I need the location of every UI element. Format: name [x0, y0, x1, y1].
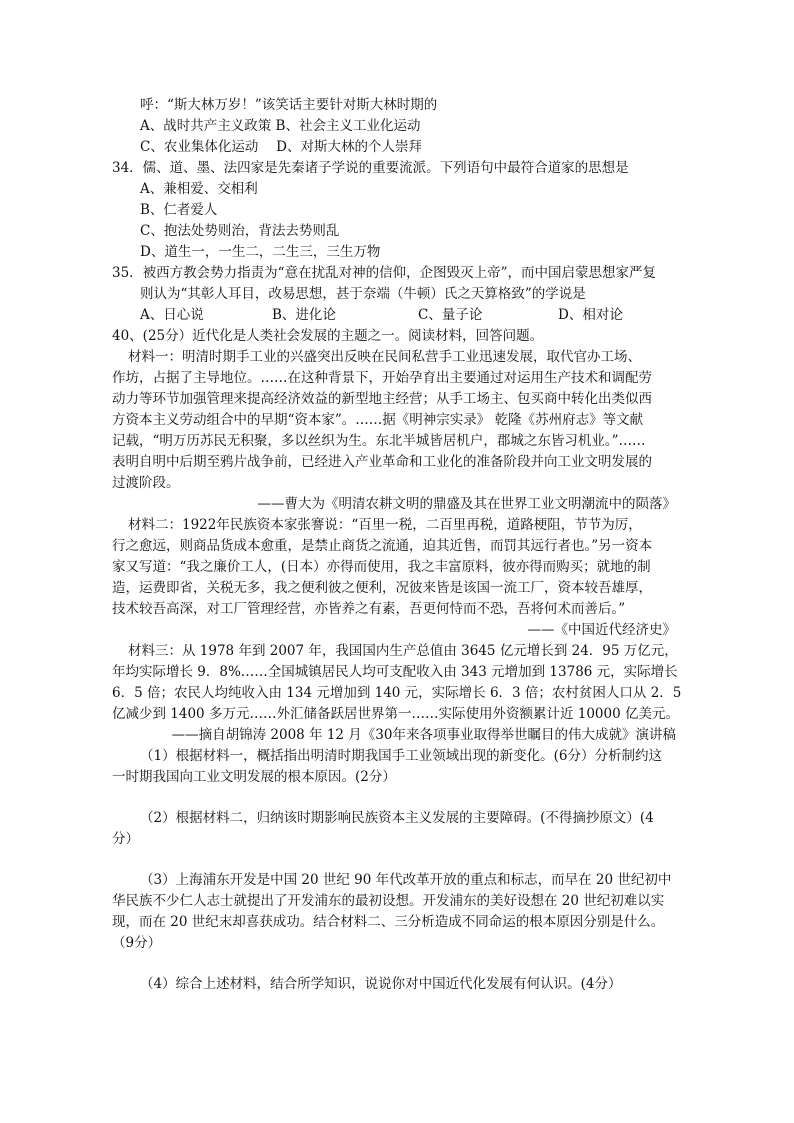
sub-question-1: （1）根据材料一，概括指出明清时期我国手工业领域出现的新变化。(6分）分析制约这: [140, 748, 662, 764]
material-2-line: 材料二：1922年民族资本家张謇说：“百里一税，二百里再税，道路梗阻，节节为厉，: [128, 517, 642, 533]
material-2-line: 造，运费即省，关税无多，我之便利彼之便利，况彼来皆是该国一流工厂，资本较吾雄厚，: [112, 580, 652, 596]
material-1-line: 过渡阶段。: [112, 475, 180, 491]
sub-question-3: （3）上海浦东开发是中国 20 世纪 90 年代改革开放的重点和标志，而早在 20 世纪初中: [140, 872, 672, 888]
material-2-line: 家又写道：“我之廉价工人，(日本）亦得而使用，我之丰富原料，彼亦得而购买；就地的制: [112, 559, 651, 575]
option-d: D、道生一，一生二，二生三，三生万物: [140, 244, 381, 260]
option-b: B、仁者爱人: [140, 202, 218, 218]
option-a: A、兼相爱、交相利: [140, 181, 258, 197]
material-2-line: 行之愈远，则商品货成本愈重，是禁止商货之流通，迫其近售，而罚其远行者也。”另一资本: [112, 538, 653, 554]
sub-question-3-cont: （9分）: [112, 935, 162, 951]
option-c: C、抱法处势则治，背法去势则乱: [140, 223, 340, 239]
material-2-source: ——《中国近代经济史》: [527, 622, 676, 638]
sub-question-2: （2）根据材料二，归纳该时期影响民族资本主义发展的主要障碍。(不得摘抄原文）(4: [140, 810, 654, 826]
option-a: A、日心说: [140, 307, 204, 323]
option-d: D、相对论: [558, 307, 623, 323]
sub-question-1-cont: 一时期我国向工业文明发展的根本原因。(2分）: [112, 769, 396, 785]
sub-question-4: （4）综合上述材料，结合所学知识，说说你对中国近代化发展有何认识。(4分）: [140, 976, 622, 992]
question-40-intro: 40、(25分）近代化是人类社会发展的主题之一。阅读材料，回答问题。: [112, 328, 544, 344]
material-3-line: 亿减少到 1400 多万元……外汇储备跃居世界第一……实际使用外资额累计近 10000 亿美元。: [112, 706, 679, 722]
material-1-source: ——曹大为《明清农耕文明的鼎盛及其在世界工业文明潮流中的陨落》: [257, 496, 676, 512]
material-1-line: 记载，“明万历苏民无积聚，多以丝织为生。东北半城皆居机户，郡城之东皆习机业。”……: [112, 433, 646, 449]
question-35-stem: 35．被西方教会势力指责为“意在扰乱对神的信仰，企图毁灭上帝”，而中国启蒙思想家严复: [112, 265, 656, 281]
material-1-line: 表明自明中后期至鸦片战争前，已经进入产业革命和工业化的准备阶段并向工业文明发展的: [112, 454, 652, 470]
option-c: C、量子论: [418, 307, 483, 323]
sub-question-3-cont: 华民族不少仁人志士就提出了开发浦东的最初设想。开发浦东的美好设想在 20 世纪初难以实: [112, 893, 665, 909]
option-line: C、农业集体化运动 D、对斯大林的个人崇拜: [140, 139, 422, 155]
material-1-line: 动力等环节加强管理来提高经济效益的新型地主经营；从手工场主、包买商中转化出类似西: [112, 391, 652, 407]
question-35-stem-cont: 则认为“其彰人耳目，改易思想，甚于奈端（牛顿）氏之天算格致”的学说是: [140, 286, 586, 302]
material-3-line: 材料三：从 1978 年到 2007 年，我国国内生产总值由 3645 亿元增长到 24．95 万亿元，: [128, 643, 678, 659]
option-b: B、进化论: [272, 307, 336, 323]
question-34-stem: 34．儒、道、墨、法四家是先秦诸子学说的重要流派。下列语句中最符合道家的思想是: [112, 160, 629, 176]
material-1-line: 方资本主义劳动组合中的早期“资本家”。……据《明神宗实录》 乾隆《苏州府志》等文献: [112, 412, 644, 428]
sub-question-2-cont: 分）: [112, 831, 139, 847]
material-2-line: 技术较吾高深，对工厂管理经营，亦皆养之有素，吾更何恃而不恐，吾将何术而善后。”: [112, 601, 626, 617]
material-3-line: 年均实际增长 9．8%……全国城镇居民人均可支配收入由 343 元增加到 13786 元，实际增长: [112, 664, 678, 680]
option-line: A、战时共产主义政策 B、社会主义工业化运动: [140, 118, 421, 134]
material-3-source: ——摘自胡锦涛 2008 年 12 月《30年来各项事业取得举世瞩目的伟大成就》演讲稿: [171, 727, 676, 743]
material-3-line: 6．5 倍；农民人均纯收入由 134 元增加到 140 元，实际增长 6．3 倍；农村贫困人口从 2．5: [112, 685, 682, 701]
sub-question-3-cont: 现，而在 20 世纪末却喜获成功。结合材料二、三分析造成不同命运的根本原因分别是什么。: [112, 914, 665, 930]
question-tail: 呼：“斯大林万岁！”该笑话主要针对斯大林时期的: [140, 97, 438, 113]
material-1-line: 材料一：明清时期手工业的兴盛突出反映在民间私营手工业迅速发展，取代官办工场、: [128, 349, 641, 365]
material-1-line: 作坊，占据了主导地位。……在这种背景下，开始孕育出主要通过对运用生产技术和调配劳: [112, 370, 652, 386]
